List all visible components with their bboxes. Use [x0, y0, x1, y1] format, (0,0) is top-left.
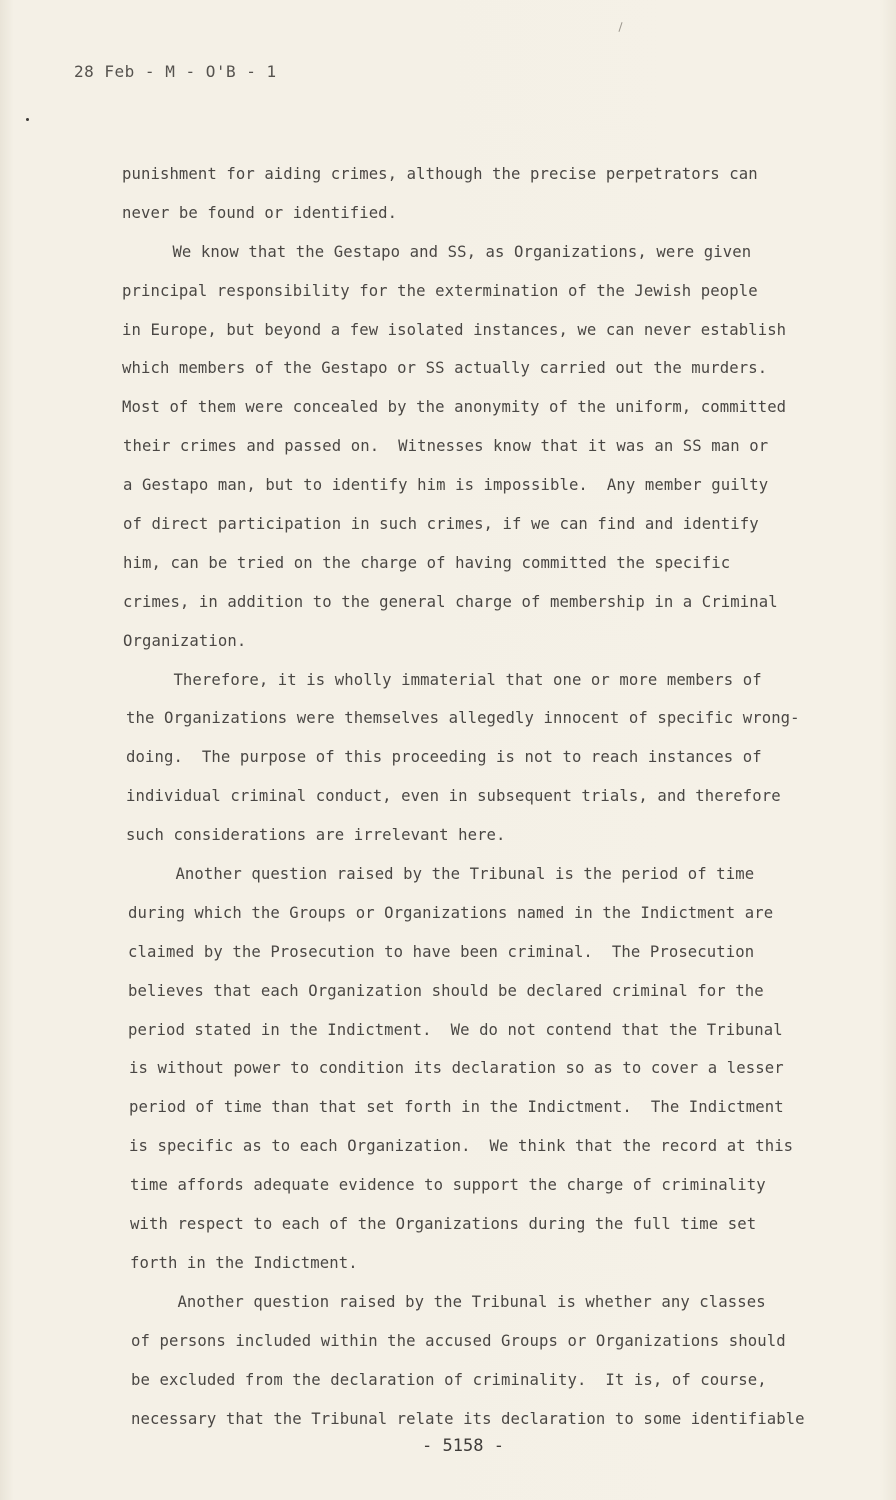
text-line: claimed by the Prosecution to have been criminal. The Prosecution: [128, 942, 755, 961]
text-line: is specific as to each Organization. We think that the record at this: [129, 1137, 794, 1156]
text-line: principal responsibility for the extermination of the Jewish people: [122, 281, 758, 300]
text-line: necessary that the Tribunal relate its declaration to some identifiable: [131, 1409, 805, 1428]
text-line: We know that the Gestapo and SS, as Organizations, were given: [125, 242, 752, 261]
text-line: individual criminal conduct, even in subsequent trials, and therefore: [126, 787, 781, 806]
text-line: punishment for aiding crimes, although the precise perpetrators can: [122, 165, 758, 183]
text-line: the Organizations were themselves allegedly innocent of specific wrong-: [126, 709, 800, 728]
text-line: period stated in the Indictment. We do not contend that the Tribunal: [128, 1020, 783, 1039]
text-line: Another question raised by the Tribunal is the period of time: [128, 865, 755, 884]
text-line: crimes, in addition to the general charge of membership in a Criminal: [123, 592, 778, 611]
text-line: in Europe, but beyond a few isolated instances, we can never establish: [122, 320, 787, 339]
text-line: period of time than that set forth in the Indictment. The Indictment: [129, 1098, 784, 1117]
text-line: of persons included within the accused Groups or Organizations should: [131, 1331, 786, 1350]
text-line: doing. The purpose of this proceeding is not to reach instances of: [126, 748, 762, 767]
page-number: - 5158 -: [422, 1436, 504, 1456]
text-line: their crimes and passed on. Witnesses know that it was an SS man or: [123, 437, 769, 456]
page-header: 28 Feb - M - O'B - 1: [74, 62, 277, 81]
paper-speck: [618, 22, 622, 32]
text-line: be excluded from the declaration of criminality. It is, of course,: [131, 1370, 767, 1389]
text-line: which members of the Gestapo or SS actually carried out the murders.: [122, 359, 768, 378]
text-line: Therefore, it is wholly immaterial that one or more members of: [126, 670, 762, 689]
text-line: never be found or identified.: [122, 203, 398, 222]
text-line: such considerations are irrelevant here.: [126, 826, 506, 845]
body-text: [122, 155, 842, 1438]
text-line: is without power to condition its declaration so as to cover a lesser: [129, 1059, 784, 1078]
text-line: forth in the Indictment.: [130, 1253, 358, 1272]
text-line: him, can be tried on the charge of having committed the specific: [123, 553, 731, 572]
text-line: during which the Groups or Organizations named in the Indictment are: [128, 903, 774, 922]
text-line: believes that each Organization should be declared criminal for the: [128, 981, 764, 1000]
text-line: Organization.: [123, 631, 247, 650]
paper-mark: [26, 118, 29, 121]
text-line: with respect to each of the Organizations during the full time set: [130, 1215, 757, 1234]
text-line: time affords adequate evidence to support the charge of criminality: [130, 1176, 766, 1195]
text-line: Another question raised by the Tribunal is whether any classes: [130, 1292, 766, 1311]
text-line: a Gestapo man, but to identify him is impossible. Any member guilty: [123, 476, 769, 495]
text-line: of direct participation in such crimes, if we can find and identify: [123, 515, 759, 534]
text-line: Most of them were concealed by the anonymity of the uniform, committed: [122, 398, 787, 417]
